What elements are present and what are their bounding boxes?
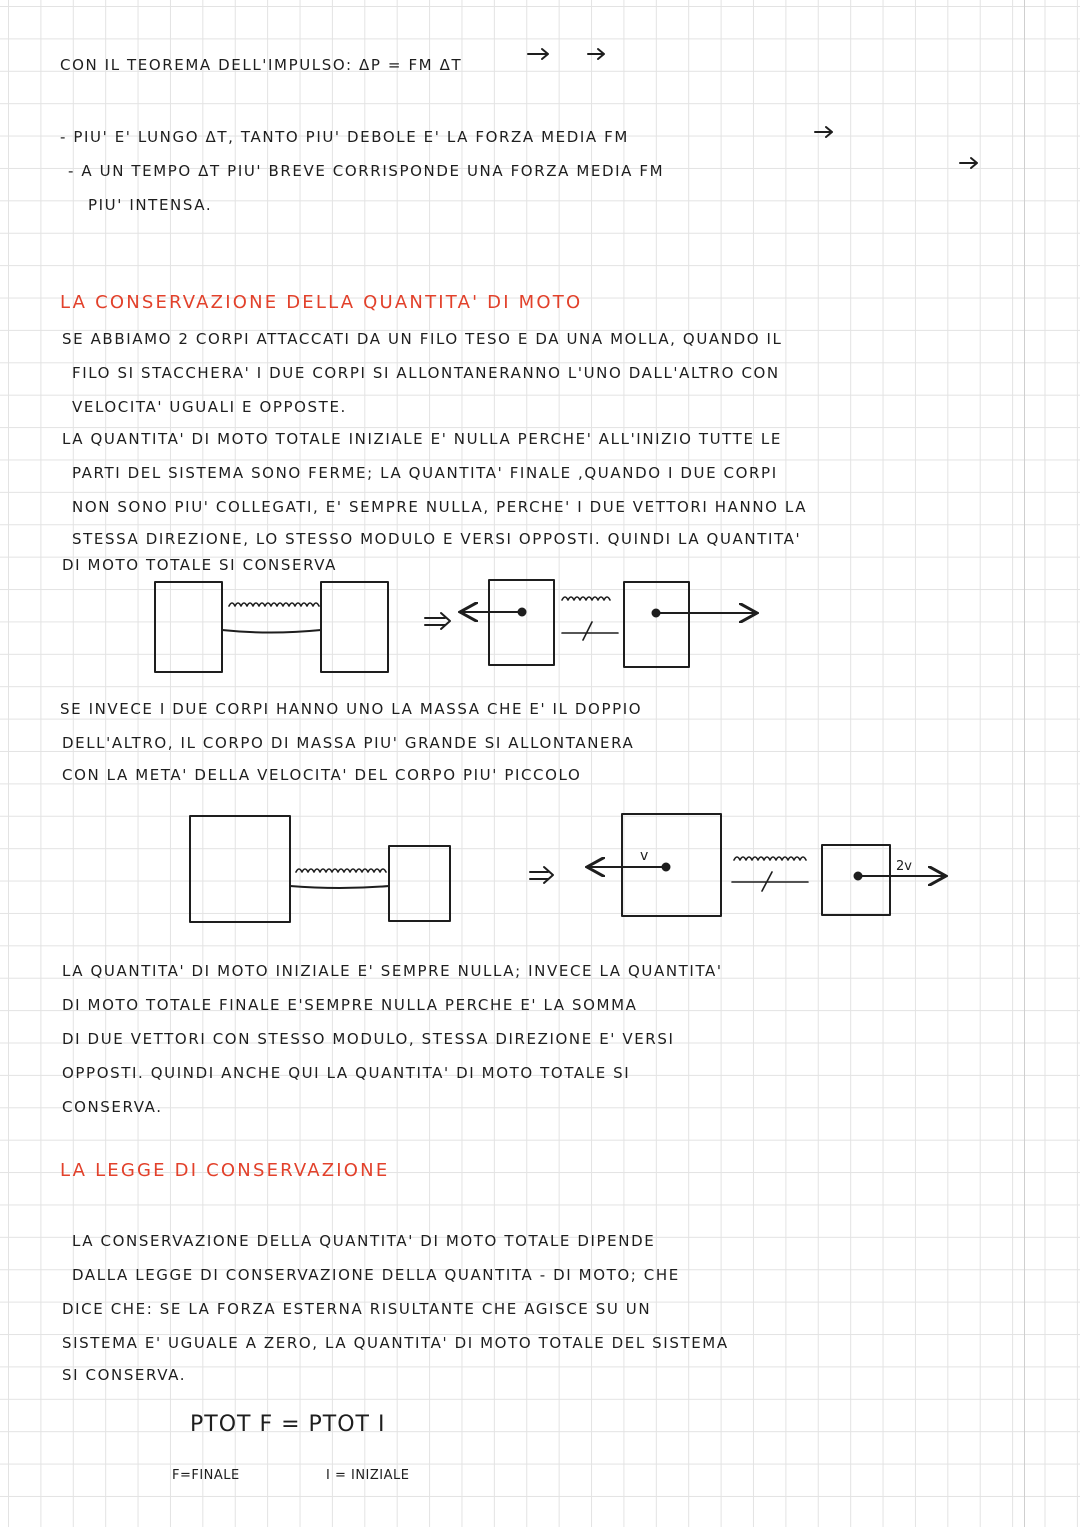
paragraph-line: DICE CHE: SE LA FORZA ESTERNA RISULTANTE CHE AGISCE SU UN [62,1300,652,1318]
implies-arrow-icon [530,867,553,883]
diagram-equal-masses-initial [155,582,388,672]
implies-arrow-icon [425,613,450,629]
paragraph-line: CON LA META' DELLA VELOCITA' DEL CORPO PIU' PICCOLO [62,766,582,784]
paragraph-line: OPPOSTI. QUINDI ANCHE QUI LA QUANTITA' DI MOTO TOTALE SI [62,1064,631,1082]
intro-line: CON IL TEOREMA DELL'IMPULSO: ΔP = FM ΔT [60,56,463,74]
paragraph-line: VELOCITA' UGUALI E OPPOSTE. [72,398,347,416]
initial-note: I = INIZIALE [326,1468,410,1483]
paragraph-line: NON SONO PIU' COLLEGATI, E' SEMPRE NULLA, PERCHE' I DUE VETTORI HANNO LA [72,498,808,516]
section-title-conservation: LA CONSERVAZIONE DELLA QUANTITA' DI MOTO [60,292,583,313]
paragraph-line: PARTI DEL SISTEMA SONO FERME; LA QUANTITA' FINALE ,QUANDO I DUE CORPI [72,464,778,482]
paragraph-line: LA QUANTITA' DI MOTO TOTALE INIZIALE E' NULLA PERCHE' ALL'INIZIO TUTTE LE [62,430,782,448]
heavy-body-box [190,816,290,922]
string [290,886,389,888]
paragraph-line: DALLA LEGGE DI CONSERVAZIONE DELLA QUANTITA - DI MOTO; CHE [72,1266,680,1284]
bullet-longer-time: - PIU' E' LUNGO ΔT, TANTO PIU' DEBOLE E' LA FORZA MEDIA FM [60,128,629,146]
paragraph-line: LA QUANTITA' DI MOTO INIZIALE E' SEMPRE NULLA; INVECE LA QUANTITA' [62,962,723,980]
center-dot [663,864,670,871]
spring [296,869,386,872]
broken-string [732,872,808,891]
string [222,630,321,633]
body-box [624,582,689,667]
body-box [489,580,554,665]
vector-arrow-icon [588,49,604,59]
conservation-formula: PTOT F = PTOT I [190,1412,386,1437]
paragraph-line: SI CONSERVA. [62,1366,187,1384]
bullet-shorter-time: - A UN TEMPO ΔT PIU' BREVE CORRISPONDE UNA FORZA MEDIA FM [68,162,665,180]
paragraph-line: DELL'ALTRO, IL CORPO DI MASSA PIU' GRANDE SI ALLONTANERA [62,734,635,752]
spring [734,857,806,860]
diagram-double-mass-final [589,814,944,916]
spring [562,597,610,600]
center-dot [653,610,660,617]
section-title-law: LA LEGGE DI CONSERVAZIONE [60,1160,390,1181]
paragraph-line: SE ABBIAMO 2 CORPI ATTACCATI DA UN FILO TESO E DA UNA MOLLA, QUANDO IL [62,330,783,348]
velocity-label-v: v [640,848,649,864]
spring [229,603,319,606]
paragraph-line: DI MOTO TOTALE SI CONSERVA [62,556,338,574]
paragraph-line: SISTEMA E' UGUALE A ZERO, LA QUANTITA' DI MOTO TOTALE DEL SISTEMA [62,1334,729,1352]
bullet-continuation: PIU' INTENSA. [88,196,213,214]
paragraph-line: STESSA DIREZIONE, LO STESSO MODULO E VERSI OPPOSTI. QUINDI LA QUANTITA' [72,530,802,548]
center-dot [855,873,862,880]
broken-string [562,622,618,640]
paragraph-line: SE INVECE I DUE CORPI HANNO UNO LA MASSA CHE E' IL DOPPIO [60,700,643,718]
paragraph-line: DI MOTO TOTALE FINALE E'SEMPRE NULLA PERCHE E' LA SOMMA [62,996,638,1014]
body-box [155,582,222,672]
paragraph-line: CONSERVA. [62,1098,163,1116]
paragraph-line: FILO SI STACCHERA' I DUE CORPI SI ALLONTANERANNO L'UNO DALL'ALTRO CON [72,364,780,382]
diagram-equal-masses-final [462,580,755,667]
light-body-box [389,846,450,921]
velocity-label-2v: 2v [896,859,912,874]
final-note: F=FINALE [172,1468,240,1483]
vector-arrow-icon [815,127,832,137]
paragraph-line: LA CONSERVAZIONE DELLA QUANTITA' DI MOTO TOTALE DIPENDE [72,1232,656,1250]
paragraph-line: DI DUE VETTORI CON STESSO MODULO, STESSA DIREZIONE E' VERSI [62,1030,675,1048]
vector-arrow-icon [528,49,548,59]
center-dot [519,609,526,616]
body-box [321,582,388,672]
vector-arrow-icon [960,158,977,168]
heavy-body-box [622,814,721,916]
diagram-double-mass-initial [190,816,450,922]
